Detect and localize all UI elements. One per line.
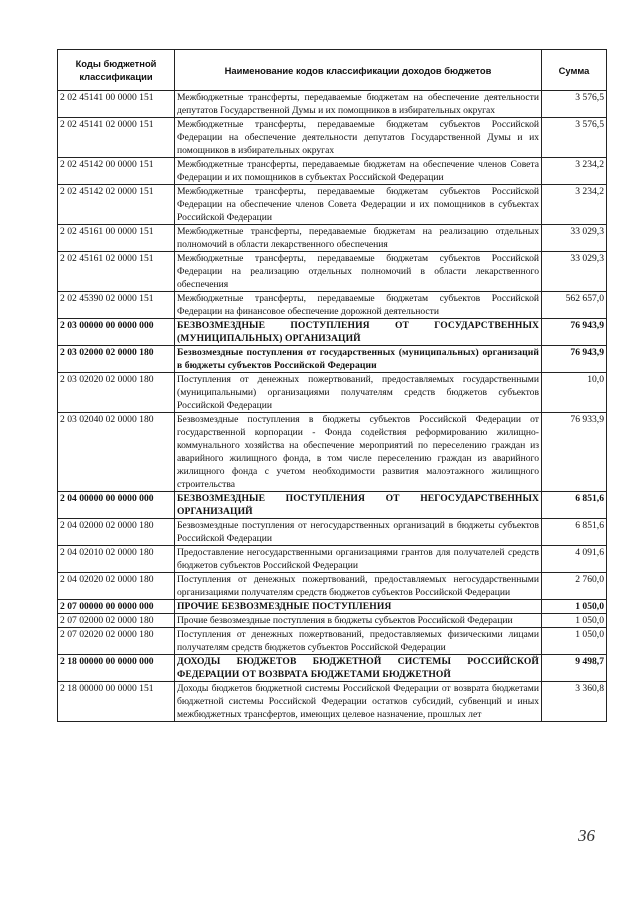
- row-sum: 1 050,0: [542, 600, 607, 614]
- row-sum: 3 234,2: [542, 185, 607, 225]
- row-code: 2 07 00000 00 0000 000: [58, 600, 175, 614]
- table-row: [58, 682, 607, 722]
- row-name: БЕЗВОЗМЕЗДНЫЕ ПОСТУПЛЕНИЯ ОТ НЕГОСУДАРСТВЕННЫХ ОРГАНИЗАЦИЙ: [175, 492, 542, 519]
- table-row: [58, 158, 607, 185]
- row-name: Безвозмездные поступления от государственных (муниципальных) организаций в бюджеты субъектов Российской Федерации: [175, 346, 542, 373]
- row-sum: 1 050,0: [542, 614, 607, 628]
- row-code: 2 03 02040 02 0000 180: [58, 413, 175, 492]
- row-sum: 6 851,6: [542, 519, 607, 546]
- row-sum: 3 576,5: [542, 118, 607, 158]
- row-code: 2 07 02000 02 0000 180: [58, 614, 175, 628]
- table-header-row: [58, 50, 607, 91]
- table-row: [58, 655, 607, 682]
- header-code: Коды бюджетной классификации: [58, 50, 175, 91]
- row-name: Поступления от денежных пожертвований, предоставляемых физическими лицами получателям средств бюджетов субъектов Российской Федерации: [175, 628, 542, 655]
- row-code: 2 02 45141 00 0000 151: [58, 91, 175, 118]
- row-name: Межбюджетные трансферты, передаваемые бюджетам на реализацию отдельных полномочий в области лекарственного обеспечения: [175, 225, 542, 252]
- row-sum: 33 029,3: [542, 225, 607, 252]
- row-sum: 76 943,9: [542, 319, 607, 346]
- row-code: 2 02 45161 00 0000 151: [58, 225, 175, 252]
- row-code: 2 02 45142 00 0000 151: [58, 158, 175, 185]
- table-row: [58, 292, 607, 319]
- table-row: [58, 91, 607, 118]
- row-name: Предоставление негосударственными организациями грантов для получателей средств бюджетов субъектов Российской Федерации: [175, 546, 542, 573]
- row-code: 2 04 02000 02 0000 180: [58, 519, 175, 546]
- row-code: 2 18 00000 00 0000 151: [58, 682, 175, 722]
- table-row: [58, 573, 607, 600]
- row-name: Межбюджетные трансферты, передаваемые бюджетам субъектов Российской Федерации на обеспечение деятельности депутатов Государственной Думы и их помощников в избирательных округах: [175, 118, 542, 158]
- row-name: Межбюджетные трансферты, передаваемые бюджетам субъектов Российской Федерации на реализацию отдельных полномочий в области лекарственного обеспечения: [175, 252, 542, 292]
- row-name: Межбюджетные трансферты, передаваемые бюджетам субъектов Российской Федерации на финансовое обеспечение дорожной деятельности: [175, 292, 542, 319]
- table-row: [58, 628, 607, 655]
- row-code: 2 04 02020 02 0000 180: [58, 573, 175, 600]
- row-sum: 1 050,0: [542, 628, 607, 655]
- table-row: [58, 118, 607, 158]
- row-name: Доходы бюджетов бюджетной системы Российской Федерации от возврата бюджетами бюджетной системы Российской Федерации остатков субсидий, субвенций и иных межбюджетных трансфертов, имеющих целевое назначение, прошлых лет: [175, 682, 542, 722]
- page-number: 36: [578, 826, 595, 845]
- row-name: Межбюджетные трансферты, передаваемые бюджетам субъектов Российской Федерации на обеспечение членов Совета Федерации и их помощников в субъектах Российской Федерации: [175, 185, 542, 225]
- row-code: 2 07 02020 02 0000 180: [58, 628, 175, 655]
- row-name: Безвозмездные поступления в бюджеты субъектов Российской Федерации от государственной корпорации - Фонда содействия реформированию жилищно-коммунального хозяйства на обеспечение мероприятий по переселению граждан из аварийного жилищного фонда, в том числе переселению граждан из аварийного жилищного фонда с учетом необходимости развития малоэтажного жилищного строительства: [175, 413, 542, 492]
- row-sum: 9 498,7: [542, 655, 607, 682]
- row-sum: 3 360,8: [542, 682, 607, 722]
- table-row: [58, 600, 607, 614]
- table-row: [58, 519, 607, 546]
- row-code: 2 03 02020 02 0000 180: [58, 373, 175, 413]
- row-name: Межбюджетные трансферты, передаваемые бюджетам на обеспечение членов Совета Федерации и их помощников в субъектах Российской Федерации: [175, 158, 542, 185]
- row-code: 2 03 02000 02 0000 180: [58, 346, 175, 373]
- row-sum: 10,0: [542, 373, 607, 413]
- row-sum: 3 576,5: [542, 91, 607, 118]
- row-name: Безвозмездные поступления от негосударственных организаций в бюджеты субъектов Российской Федерации: [175, 519, 542, 546]
- row-name: БЕЗВОЗМЕЗДНЫЕ ПОСТУПЛЕНИЯ ОТ ГОСУДАРСТВЕННЫХ (МУНИЦИПАЛЬНЫХ) ОРГАНИЗАЦИЙ: [175, 319, 542, 346]
- table-row: [58, 346, 607, 373]
- row-code: 2 03 00000 00 0000 000: [58, 319, 175, 346]
- row-code: 2 04 00000 00 0000 000: [58, 492, 175, 519]
- row-code: 2 02 45161 02 0000 151: [58, 252, 175, 292]
- row-sum: 562 657,0: [542, 292, 607, 319]
- row-code: 2 02 45390 02 0000 151: [58, 292, 175, 319]
- header-name: Наименование кодов классификации доходов бюджетов: [175, 50, 542, 91]
- table-row: [58, 225, 607, 252]
- row-name: ПРОЧИЕ БЕЗВОЗМЕЗДНЫЕ ПОСТУПЛЕНИЯ: [175, 600, 542, 614]
- row-sum: 76 943,9: [542, 346, 607, 373]
- table-row: [58, 373, 607, 413]
- row-name: Межбюджетные трансферты, передаваемые бюджетам на обеспечение деятельности депутатов Государственной Думы и их помощников в избирательных округах: [175, 91, 542, 118]
- header-sum: Сумма: [542, 50, 607, 91]
- table-row: [58, 492, 607, 519]
- row-code: 2 02 45142 02 0000 151: [58, 185, 175, 225]
- table-row: [58, 614, 607, 628]
- row-sum: 3 234,2: [542, 158, 607, 185]
- row-name: Прочие безвозмездные поступления в бюджеты субъектов Российской Федерации: [175, 614, 542, 628]
- row-sum: 76 933,9: [542, 413, 607, 492]
- table-body: [58, 91, 607, 722]
- table-row: [58, 413, 607, 492]
- table-row: [58, 252, 607, 292]
- row-code: 2 04 02010 02 0000 180: [58, 546, 175, 573]
- table-row: [58, 546, 607, 573]
- row-code: 2 02 45141 02 0000 151: [58, 118, 175, 158]
- table-row: [58, 319, 607, 346]
- row-sum: 4 091,6: [542, 546, 607, 573]
- table-row: [58, 185, 607, 225]
- row-sum: 33 029,3: [542, 252, 607, 292]
- row-name: ДОХОДЫ БЮДЖЕТОВ БЮДЖЕТНОЙ СИСТЕМЫ РОССИЙСКОЙ ФЕДЕРАЦИИ ОТ ВОЗВРАТА БЮДЖЕТАМИ БЮДЖЕТНОЙ: [175, 655, 542, 682]
- row-sum: 6 851,6: [542, 492, 607, 519]
- row-sum: 2 760,0: [542, 573, 607, 600]
- row-name: Поступления от денежных пожертвований, предоставляемых негосударственными организациями получателям средств бюджетов субъектов Российской Федерации: [175, 573, 542, 600]
- row-code: 2 18 00000 00 0000 000: [58, 655, 175, 682]
- row-name: Поступления от денежных пожертвований, предоставляемых государственными (муниципальными) организациями получателям средств бюджетов субъектов Российской Федерации: [175, 373, 542, 413]
- budget-classification-table: [57, 49, 607, 722]
